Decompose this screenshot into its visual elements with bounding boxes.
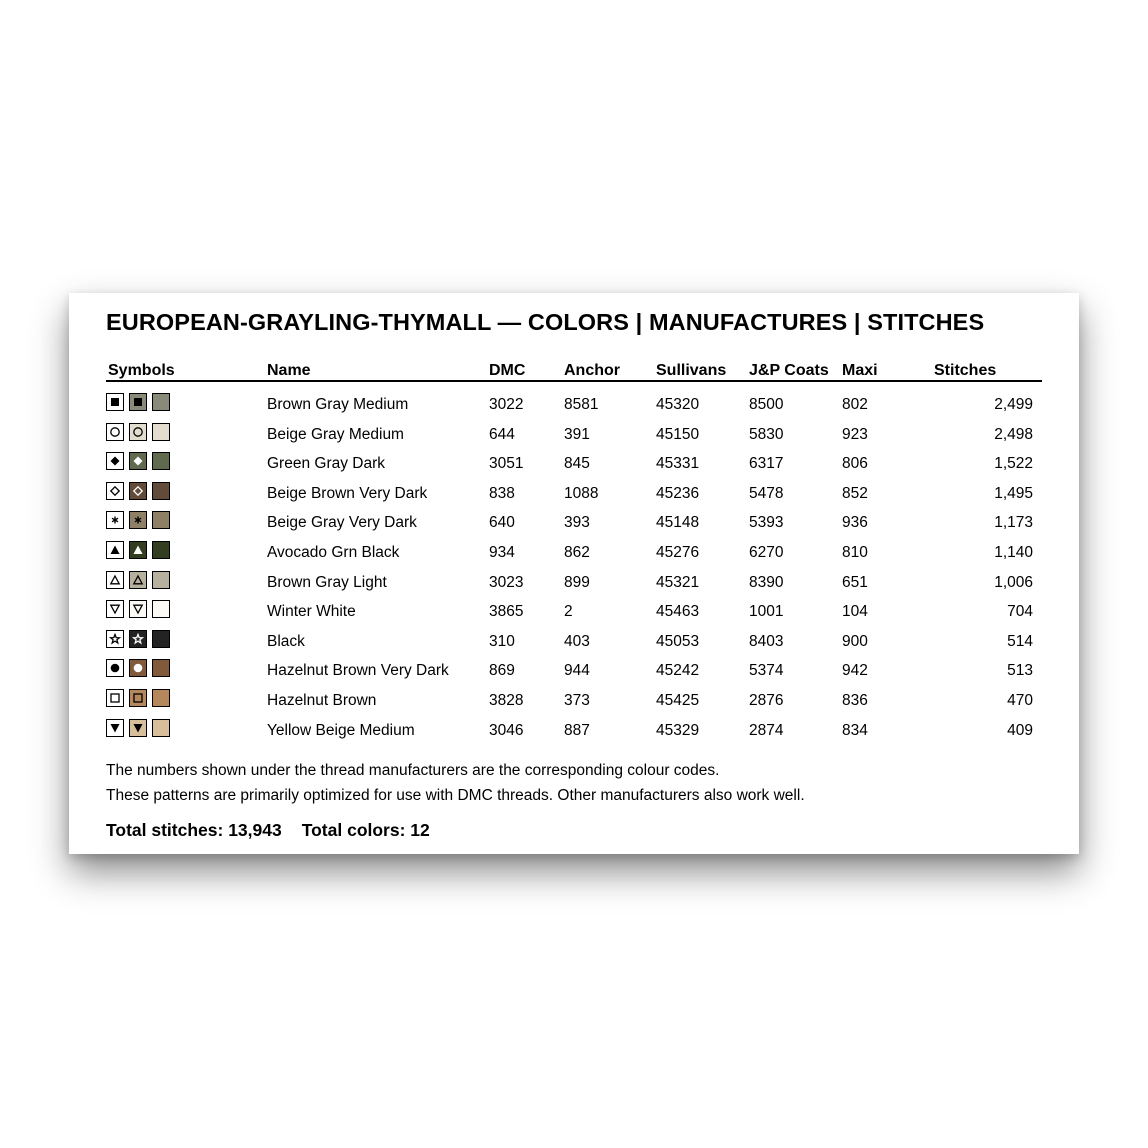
color-swatch: [152, 719, 170, 737]
cell-name: Brown Gray Medium: [267, 396, 409, 413]
symbol-on-color-box: [129, 393, 147, 411]
cell-stitches: 2,498: [994, 425, 1033, 443]
cell-maxi: 834: [842, 721, 868, 739]
symbol-on-color-box: [129, 600, 147, 618]
cell-sullivans: 45425: [656, 692, 700, 709]
header-maxi: Maxi: [842, 362, 878, 379]
cell-sullivans: 45242: [656, 662, 700, 680]
symbol-on-color-box: [129, 482, 147, 500]
cell-sullivans: 45331: [656, 455, 700, 473]
header-symbols: Symbols: [108, 362, 175, 379]
symbol-box: [106, 600, 124, 618]
cell-dmc: 3828: [489, 692, 524, 709]
cell-maxi: 651: [842, 573, 868, 591]
circle-filled-icon: [132, 662, 144, 674]
symbol-box: [106, 452, 124, 470]
cell-dmc: 3022: [489, 396, 524, 413]
triangle-up-filled-icon: [132, 544, 144, 556]
cell-dmc: 3051: [489, 455, 524, 473]
color-swatch: [152, 393, 170, 411]
table-row: [106, 393, 1042, 417]
cell-stitches: 513: [1007, 662, 1033, 680]
symbol-box: [106, 689, 124, 707]
cell-maxi: 806: [842, 455, 868, 473]
symbol-on-color-box: [129, 541, 147, 559]
table-row: [106, 571, 1042, 595]
header-name: Name: [267, 362, 311, 379]
color-swatch: [152, 659, 170, 677]
cell-sullivans: 45148: [656, 514, 700, 532]
cell-name: Beige Gray Very Dark: [267, 514, 417, 532]
total-stitches: Total stitches: 13,943: [106, 820, 282, 840]
cell-sullivans: 45329: [656, 721, 700, 739]
cell-jp-coats: 8390: [749, 573, 784, 591]
table-row: [106, 452, 1042, 476]
symbol-on-color-box: [129, 423, 147, 441]
cell-dmc: 3023: [489, 573, 524, 591]
triangle-up-filled-icon: [109, 544, 121, 556]
cell-name: Beige Gray Medium: [267, 425, 404, 443]
symbol-on-color-box: [129, 452, 147, 470]
cell-anchor: 845: [564, 455, 590, 473]
cell-stitches: 1,522: [994, 455, 1033, 473]
table-row: [106, 719, 1042, 743]
table-row: [106, 630, 1042, 654]
symbol-box: [106, 423, 124, 441]
total-colors: Total colors: 12: [301, 820, 430, 840]
cell-sullivans: 45236: [656, 484, 700, 502]
square-filled-icon: [109, 396, 121, 408]
color-swatch: [152, 482, 170, 500]
cell-anchor: 403: [564, 632, 590, 650]
cell-dmc: 934: [489, 544, 515, 561]
cell-stitches: 1,173: [994, 514, 1033, 532]
cell-anchor: 391: [564, 425, 590, 443]
cell-dmc: 838: [489, 484, 515, 502]
cell-name: Winter White: [267, 603, 356, 621]
cell-jp-coats: 8500: [749, 396, 784, 413]
cell-name: Brown Gray Light: [267, 573, 387, 591]
cell-stitches: 1,495: [994, 484, 1033, 502]
cell-stitches: 470: [1007, 692, 1033, 709]
cell-anchor: 1088: [564, 484, 599, 502]
symbol-on-color-box: [129, 630, 147, 648]
circle-outline-icon: [132, 426, 144, 438]
cell-anchor: 2: [564, 603, 573, 621]
cell-stitches: 409: [1007, 721, 1033, 739]
header-jp-coats: J&P Coats: [749, 362, 829, 379]
diamond-outline-icon: [132, 485, 144, 497]
color-swatch: [152, 452, 170, 470]
totals-line: [106, 820, 430, 841]
cell-stitches: 2,499: [994, 396, 1033, 413]
cell-name: Avocado Grn Black: [267, 544, 400, 561]
cell-dmc: 644: [489, 425, 515, 443]
square-outline-icon: [132, 692, 144, 704]
header-anchor: Anchor: [564, 362, 620, 379]
triangle-up-outline-icon: [132, 574, 144, 586]
star-outline-icon: [109, 633, 121, 645]
cell-name: Black: [267, 632, 305, 650]
cell-anchor: 393: [564, 514, 590, 532]
color-swatch: [152, 423, 170, 441]
diamond-outline-icon: [109, 485, 121, 497]
cell-jp-coats: 5830: [749, 425, 784, 443]
cell-name: Beige Brown Very Dark: [267, 484, 428, 502]
cell-maxi: 810: [842, 544, 868, 561]
cell-dmc: 640: [489, 514, 515, 532]
cell-stitches: 704: [1007, 603, 1033, 621]
table-row: [106, 659, 1042, 683]
cell-dmc: 869: [489, 662, 515, 680]
symbol-box: [106, 511, 124, 529]
table-header: [106, 362, 1042, 382]
triangle-down-filled-icon: [109, 722, 121, 734]
cell-stitches: 1,006: [994, 573, 1033, 591]
symbol-box: [106, 571, 124, 589]
table-row: [106, 600, 1042, 624]
cell-anchor: 373: [564, 692, 590, 709]
cell-name: Green Gray Dark: [267, 455, 386, 473]
asterisk-icon: [132, 514, 144, 526]
cell-maxi: 836: [842, 692, 868, 709]
page-title: EUROPEAN-GRAYLING-THYMALL — COLORS | MANUFACTURES | STITCHES: [106, 309, 985, 335]
cell-dmc: 3865: [489, 603, 524, 621]
cell-maxi: 942: [842, 662, 868, 680]
cell-anchor: 899: [564, 573, 590, 591]
cell-maxi: 104: [842, 603, 868, 621]
color-swatch: [152, 571, 170, 589]
cell-jp-coats: 1001: [749, 603, 784, 621]
cell-name: Hazelnut Brown: [267, 692, 377, 709]
cell-maxi: 923: [842, 425, 868, 443]
cell-anchor: 862: [564, 544, 590, 561]
symbol-box: [106, 393, 124, 411]
cell-maxi: 936: [842, 514, 868, 532]
cell-jp-coats: 2874: [749, 721, 784, 739]
table-row: [106, 423, 1042, 447]
symbol-box: [106, 482, 124, 500]
table-row: [106, 482, 1042, 506]
symbol-box: [106, 630, 124, 648]
cell-sullivans: 45150: [656, 425, 700, 443]
symbol-box: [106, 659, 124, 677]
cell-jp-coats: 6270: [749, 544, 784, 561]
symbol-box: [106, 719, 124, 737]
star-outline-icon: [132, 633, 144, 645]
symbol-on-color-box: [129, 571, 147, 589]
note-dmc-optimized: These patterns are primarily optimized for use with DMC threads. Other manufacturers also work well.: [106, 787, 805, 804]
cell-jp-coats: 5374: [749, 662, 784, 680]
cell-dmc: 310: [489, 632, 515, 650]
color-swatch: [152, 511, 170, 529]
diamond-filled-icon: [109, 455, 121, 467]
header-dmc: DMC: [489, 362, 526, 379]
asterisk-icon: [109, 514, 121, 526]
triangle-down-filled-icon: [132, 722, 144, 734]
cell-jp-coats: 8403: [749, 632, 784, 650]
cell-stitches: 1,140: [994, 544, 1033, 561]
cell-maxi: 900: [842, 632, 868, 650]
color-key-card: [69, 293, 1079, 854]
cell-sullivans: 45321: [656, 573, 700, 591]
cell-name: Hazelnut Brown Very Dark: [267, 662, 449, 680]
cell-jp-coats: 6317: [749, 455, 784, 473]
cell-jp-coats: 5478: [749, 484, 784, 502]
symbol-on-color-box: [129, 511, 147, 529]
note-color-codes: The numbers shown under the thread manufacturers are the corresponding colour codes.: [106, 762, 720, 779]
table-row: [106, 511, 1042, 535]
square-outline-icon: [109, 692, 121, 704]
cell-jp-coats: 2876: [749, 692, 784, 709]
symbol-on-color-box: [129, 659, 147, 677]
table-row: [106, 541, 1042, 565]
symbol-on-color-box: [129, 719, 147, 737]
triangle-down-outline-icon: [132, 603, 144, 615]
symbol-on-color-box: [129, 689, 147, 707]
header-sullivans: Sullivans: [656, 362, 727, 379]
cell-anchor: 944: [564, 662, 590, 680]
cell-anchor: 887: [564, 721, 590, 739]
cell-name: Yellow Beige Medium: [267, 721, 415, 739]
color-swatch: [152, 689, 170, 707]
cell-sullivans: 45320: [656, 396, 700, 413]
cell-sullivans: 45276: [656, 544, 700, 561]
diamond-filled-icon: [132, 455, 144, 467]
cell-maxi: 852: [842, 484, 868, 502]
cell-sullivans: 45463: [656, 603, 700, 621]
color-swatch: [152, 630, 170, 648]
cell-maxi: 802: [842, 396, 868, 413]
cell-stitches: 514: [1007, 632, 1033, 650]
header-stitches: Stitches: [934, 362, 997, 379]
table-row: [106, 689, 1042, 713]
symbol-box: [106, 541, 124, 559]
circle-filled-icon: [109, 662, 121, 674]
cell-anchor: 8581: [564, 396, 599, 413]
color-swatch: [152, 541, 170, 559]
circle-outline-icon: [109, 426, 121, 438]
triangle-down-outline-icon: [109, 603, 121, 615]
triangle-up-outline-icon: [109, 574, 121, 586]
cell-sullivans: 45053: [656, 632, 700, 650]
cell-dmc: 3046: [489, 721, 524, 739]
cell-jp-coats: 5393: [749, 514, 784, 532]
square-filled-icon: [132, 396, 144, 408]
color-swatch: [152, 600, 170, 618]
